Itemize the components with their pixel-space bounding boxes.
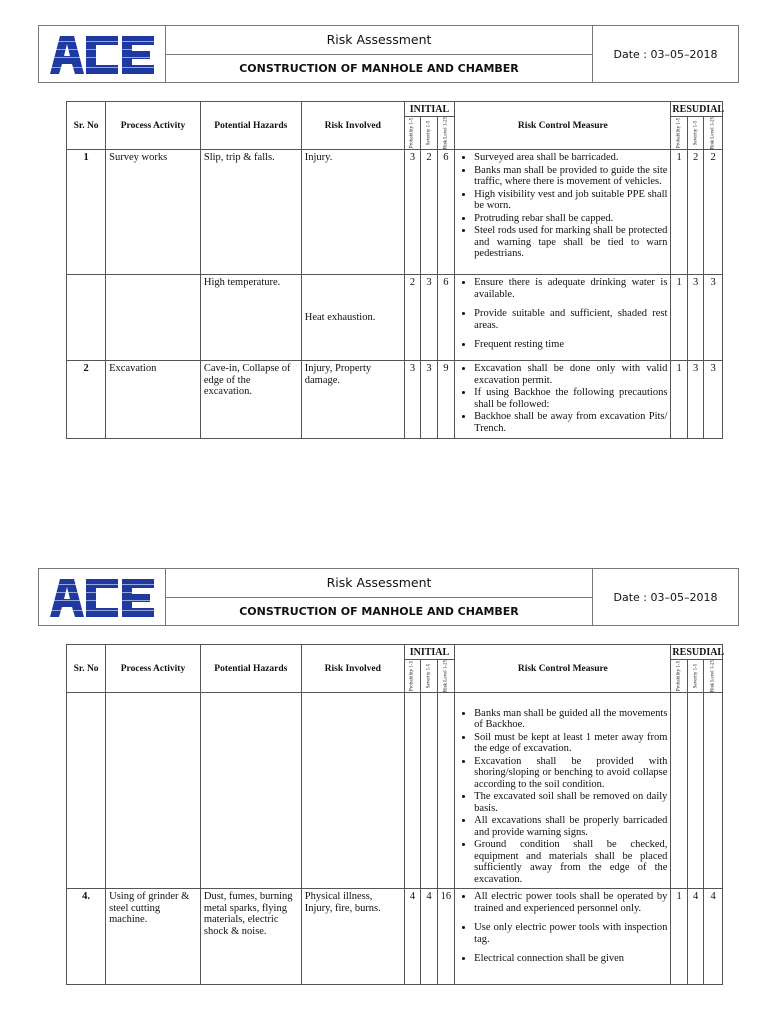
control-item: • Frequent resting time <box>474 339 667 351</box>
table-row <box>67 275 723 361</box>
row-residual-probability: 1 <box>671 275 687 361</box>
col-initial: INITIAL <box>404 102 454 117</box>
document-date: Date : 03–05–2018 <box>613 590 718 604</box>
row-sr: 4. <box>67 889 106 985</box>
page-header <box>38 25 739 83</box>
control-item: • Surveyed area shall be barricaded. <box>474 152 667 164</box>
col-initial: INITIAL <box>404 645 454 660</box>
row-residual-severity: 3 <box>687 275 703 361</box>
row-process: Survey works <box>106 150 201 275</box>
col-initial-severity: Severity 1-5 <box>426 120 432 146</box>
col-hazards: Potential Hazards <box>200 645 301 693</box>
col-initial-probability: Probability 1-5 <box>409 660 415 692</box>
col-process: Process Activity <box>106 645 201 693</box>
ace-logo-graphic <box>48 577 156 617</box>
control-item: • All excavations shall be properly barricaded and provide warning signs. <box>474 815 667 838</box>
control-item: • Protruding rebar shall be capped. <box>474 213 667 225</box>
col-control: Risk Control Measure <box>455 645 671 693</box>
row-initial-risk-level: 9 <box>437 361 455 439</box>
row-sr: 1 <box>67 150 106 275</box>
row-initial-severity: 3 <box>421 275 437 361</box>
row-residual-risk-level: 2 <box>704 150 723 275</box>
row-risk: Heat exhaustion. <box>301 275 404 361</box>
row-residual-risk-level: 3 <box>704 361 723 439</box>
col-residual-severity: Severity 1-5 <box>693 120 699 146</box>
row-residual-probability <box>671 693 687 889</box>
row-hazard: Dust, fumes, burning metal sparks, flying materials, electric shock & noise. <box>200 889 301 985</box>
row-controls <box>455 150 671 275</box>
document-title: Risk Assessment <box>166 569 592 598</box>
row-residual-risk-level: 3 <box>704 275 723 361</box>
row-residual-risk-level <box>704 693 723 889</box>
control-item: • Use only electric power tools with inspection tag. <box>474 922 667 945</box>
table-row <box>67 361 723 439</box>
row-initial-risk-level <box>437 693 455 889</box>
row-risk: Injury. <box>301 150 404 275</box>
col-residual: RESUDIAL <box>672 646 725 658</box>
row-initial-risk-level: 6 <box>437 150 455 275</box>
row-sr <box>67 275 106 361</box>
col-residual-probability: Probability 1-5 <box>676 660 682 692</box>
row-initial-probability: 4 <box>404 889 420 985</box>
table-row <box>67 889 723 985</box>
table-row <box>67 150 723 275</box>
col-control: Risk Control Measure <box>455 102 671 150</box>
row-process: Using of grinder & steel cutting machine. <box>106 889 201 985</box>
row-initial-risk-level: 16 <box>437 889 455 985</box>
row-initial-severity: 4 <box>421 889 437 985</box>
row-risk: Injury, Property damage. <box>301 361 404 439</box>
document-page-1 <box>38 25 739 439</box>
table-row <box>67 693 723 889</box>
col-initial-severity: Severity 1-5 <box>426 663 432 689</box>
row-controls <box>455 361 671 439</box>
row-sr <box>67 693 106 889</box>
control-item: • Soil must be kept at least 1 meter away from the edge of excavation. <box>474 732 667 755</box>
col-risk: Risk Involved <box>301 645 404 693</box>
row-initial-severity: 3 <box>421 361 437 439</box>
col-hazards: Potential Hazards <box>200 102 301 150</box>
row-initial-probability: 2 <box>404 275 420 361</box>
col-initial-risk-level: Risk Level 1-25 <box>443 116 449 150</box>
ace-logo <box>39 26 166 82</box>
row-controls <box>455 275 671 361</box>
row-residual-severity: 4 <box>687 889 703 985</box>
page-header <box>38 568 739 626</box>
row-controls <box>455 889 671 985</box>
risk-table <box>66 101 723 439</box>
row-process <box>106 275 201 361</box>
control-item: • If using Backhoe the following precautions shall be followed: <box>474 387 667 410</box>
col-sr-no: Sr. No <box>67 102 106 150</box>
col-residual-severity: Severity 1-5 <box>693 663 699 689</box>
row-residual-severity: 3 <box>687 361 703 439</box>
control-item: • The excavated soil shall be removed on daily basis. <box>474 791 667 814</box>
row-residual-risk-level: 4 <box>704 889 723 985</box>
col-sr-no: Sr. No <box>67 645 106 693</box>
row-process: Excavation <box>106 361 201 439</box>
control-item: • All electric power tools shall be operated by trained and experienced personnel only. <box>474 891 667 914</box>
row-process <box>106 693 201 889</box>
row-residual-severity: 2 <box>687 150 703 275</box>
row-initial-probability <box>404 693 420 889</box>
col-residual-risk-level: Risk Level 1-25 <box>710 116 716 150</box>
row-hazard: Slip, trip & falls. <box>200 150 301 275</box>
row-sr: 2 <box>67 361 106 439</box>
control-item: • Banks man shall be provided to guide the site traffic, where there is movement of vehicles. <box>474 165 667 188</box>
col-residual-risk-level: Risk Level 1-25 <box>710 659 716 693</box>
document-subtitle: CONSTRUCTION OF MANHOLE AND CHAMBER <box>239 604 519 618</box>
col-initial-risk-level: Risk Level 1-25 <box>443 659 449 693</box>
row-initial-severity: 2 <box>421 150 437 275</box>
row-initial-probability: 3 <box>404 150 420 275</box>
control-item: • Excavation shall be provided with shoring/sloping or benching to avoid collapse according to the soil condition. <box>474 756 667 791</box>
row-initial-risk-level: 6 <box>437 275 455 361</box>
col-risk: Risk Involved <box>301 102 404 150</box>
col-initial-probability: Probability 1-5 <box>409 117 415 149</box>
control-item: • Excavation shall be done only with valid excavation permit. <box>474 363 667 386</box>
document-page-2 <box>38 568 739 985</box>
control-item: • Steel rods used for marking shall be protected and warning tape shall be tied to warn pedestrians. <box>474 225 667 260</box>
row-initial-severity <box>421 693 437 889</box>
row-residual-probability: 1 <box>671 361 687 439</box>
row-hazard: High temperature. <box>200 275 301 361</box>
control-item: • Ensure there is adequate drinking water is available. <box>474 277 667 300</box>
col-residual-probability: Probability 1-5 <box>676 117 682 149</box>
row-residual-severity <box>687 693 703 889</box>
row-hazard: Cave-in, Collapse of edge of the excavation. <box>200 361 301 439</box>
row-risk <box>301 693 404 889</box>
control-item: • Ground condition shall be checked, equipment and materials shall be placed sufficiently away from the edge of the excavation. <box>474 839 667 885</box>
col-process: Process Activity <box>106 102 201 150</box>
row-controls <box>455 693 671 889</box>
risk-table <box>66 644 723 985</box>
ace-logo-graphic <box>48 34 156 74</box>
control-item: • Provide suitable and sufficient, shaded rest areas. <box>474 308 667 331</box>
document-title: Risk Assessment <box>166 26 592 55</box>
ace-logo <box>39 569 166 625</box>
row-hazard <box>200 693 301 889</box>
document-subtitle: CONSTRUCTION OF MANHOLE AND CHAMBER <box>239 61 519 75</box>
control-item: • High visibility vest and job suitable PPE shall be worn. <box>474 189 667 212</box>
control-item: • Backhoe shall be away from excavation Pits/ Trench. <box>474 411 667 434</box>
col-residual: RESUDIAL <box>672 103 725 115</box>
document-date: Date : 03–05–2018 <box>613 47 718 61</box>
row-residual-probability: 1 <box>671 889 687 985</box>
row-residual-probability: 1 <box>671 150 687 275</box>
control-item: • Banks man shall be guided all the movements of Backhoe. <box>474 708 667 731</box>
control-item: • Electrical connection shall be given <box>474 953 667 965</box>
row-initial-probability: 3 <box>404 361 420 439</box>
row-risk: Physical illness, Injury, fire, burns. <box>301 889 404 985</box>
